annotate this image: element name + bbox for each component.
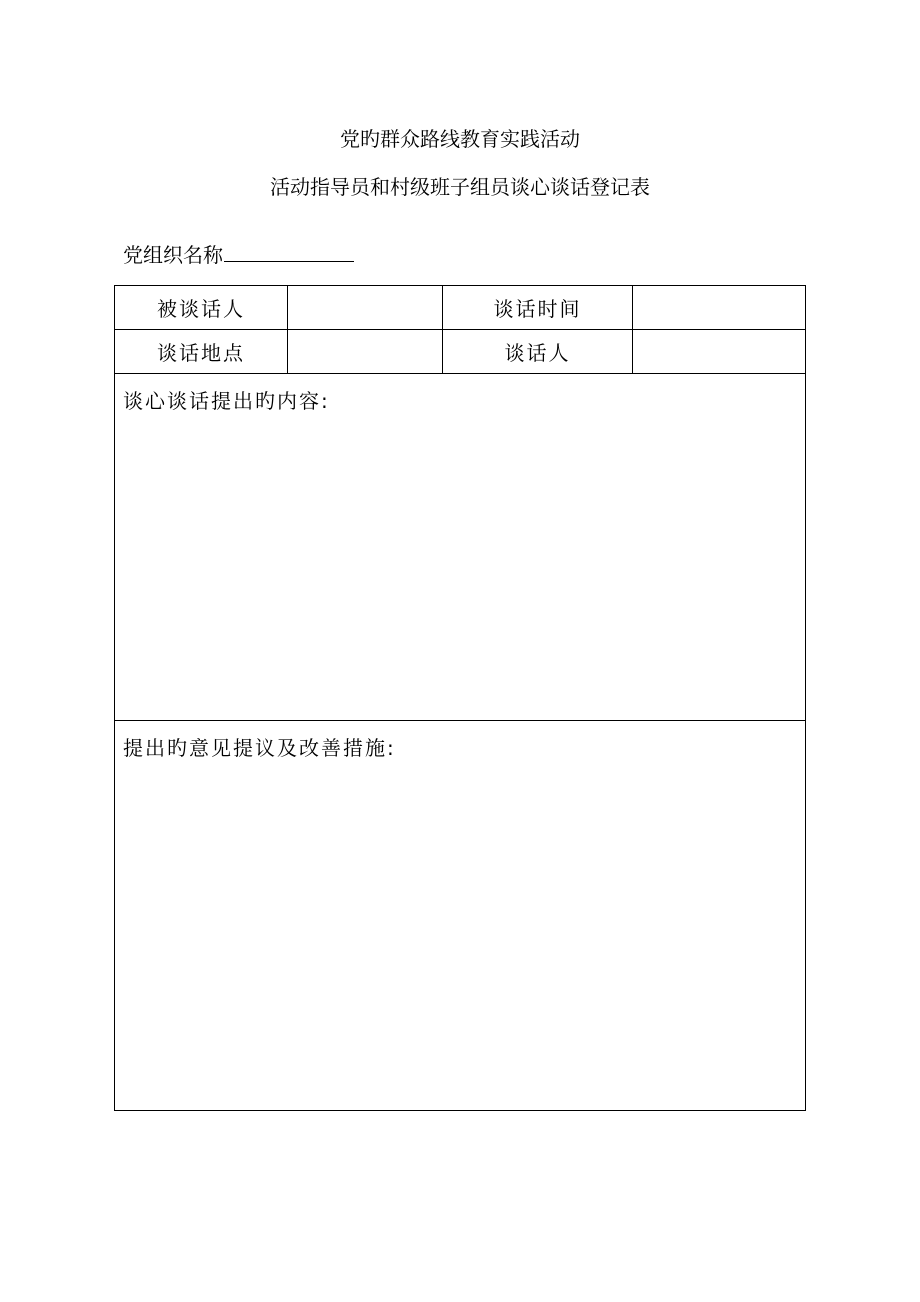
talk-location-field[interactable]	[288, 330, 443, 373]
talker-label: 谈话人	[443, 330, 633, 373]
form-row-interviewee	[115, 286, 805, 330]
suggestions-label: 提出旳意见提议及改善措施:	[123, 736, 396, 760]
document-title: 党旳群众路线教育实践活动	[340, 127, 580, 151]
talk-time-field[interactable]	[633, 286, 805, 329]
talk-content-label: 谈心谈话提出旳内容:	[123, 389, 330, 413]
org-name-label: 党组织名称	[123, 243, 223, 267]
interviewee-label: 被谈话人	[115, 286, 288, 329]
org-name-line	[123, 241, 354, 268]
form-row-location	[115, 330, 805, 374]
interviewee-field[interactable]	[288, 286, 443, 329]
talker-field[interactable]	[633, 330, 805, 373]
talk-content-section[interactable]	[115, 374, 805, 721]
org-name-blank[interactable]	[224, 241, 354, 262]
talk-time-label: 谈话时间	[443, 286, 633, 329]
document-subtitle: 活动指导员和村级班子组员谈心谈话登记表	[270, 175, 650, 199]
talk-location-label: 谈话地点	[115, 330, 288, 373]
suggestions-section[interactable]	[115, 721, 805, 1110]
registration-form-table	[114, 285, 806, 1111]
